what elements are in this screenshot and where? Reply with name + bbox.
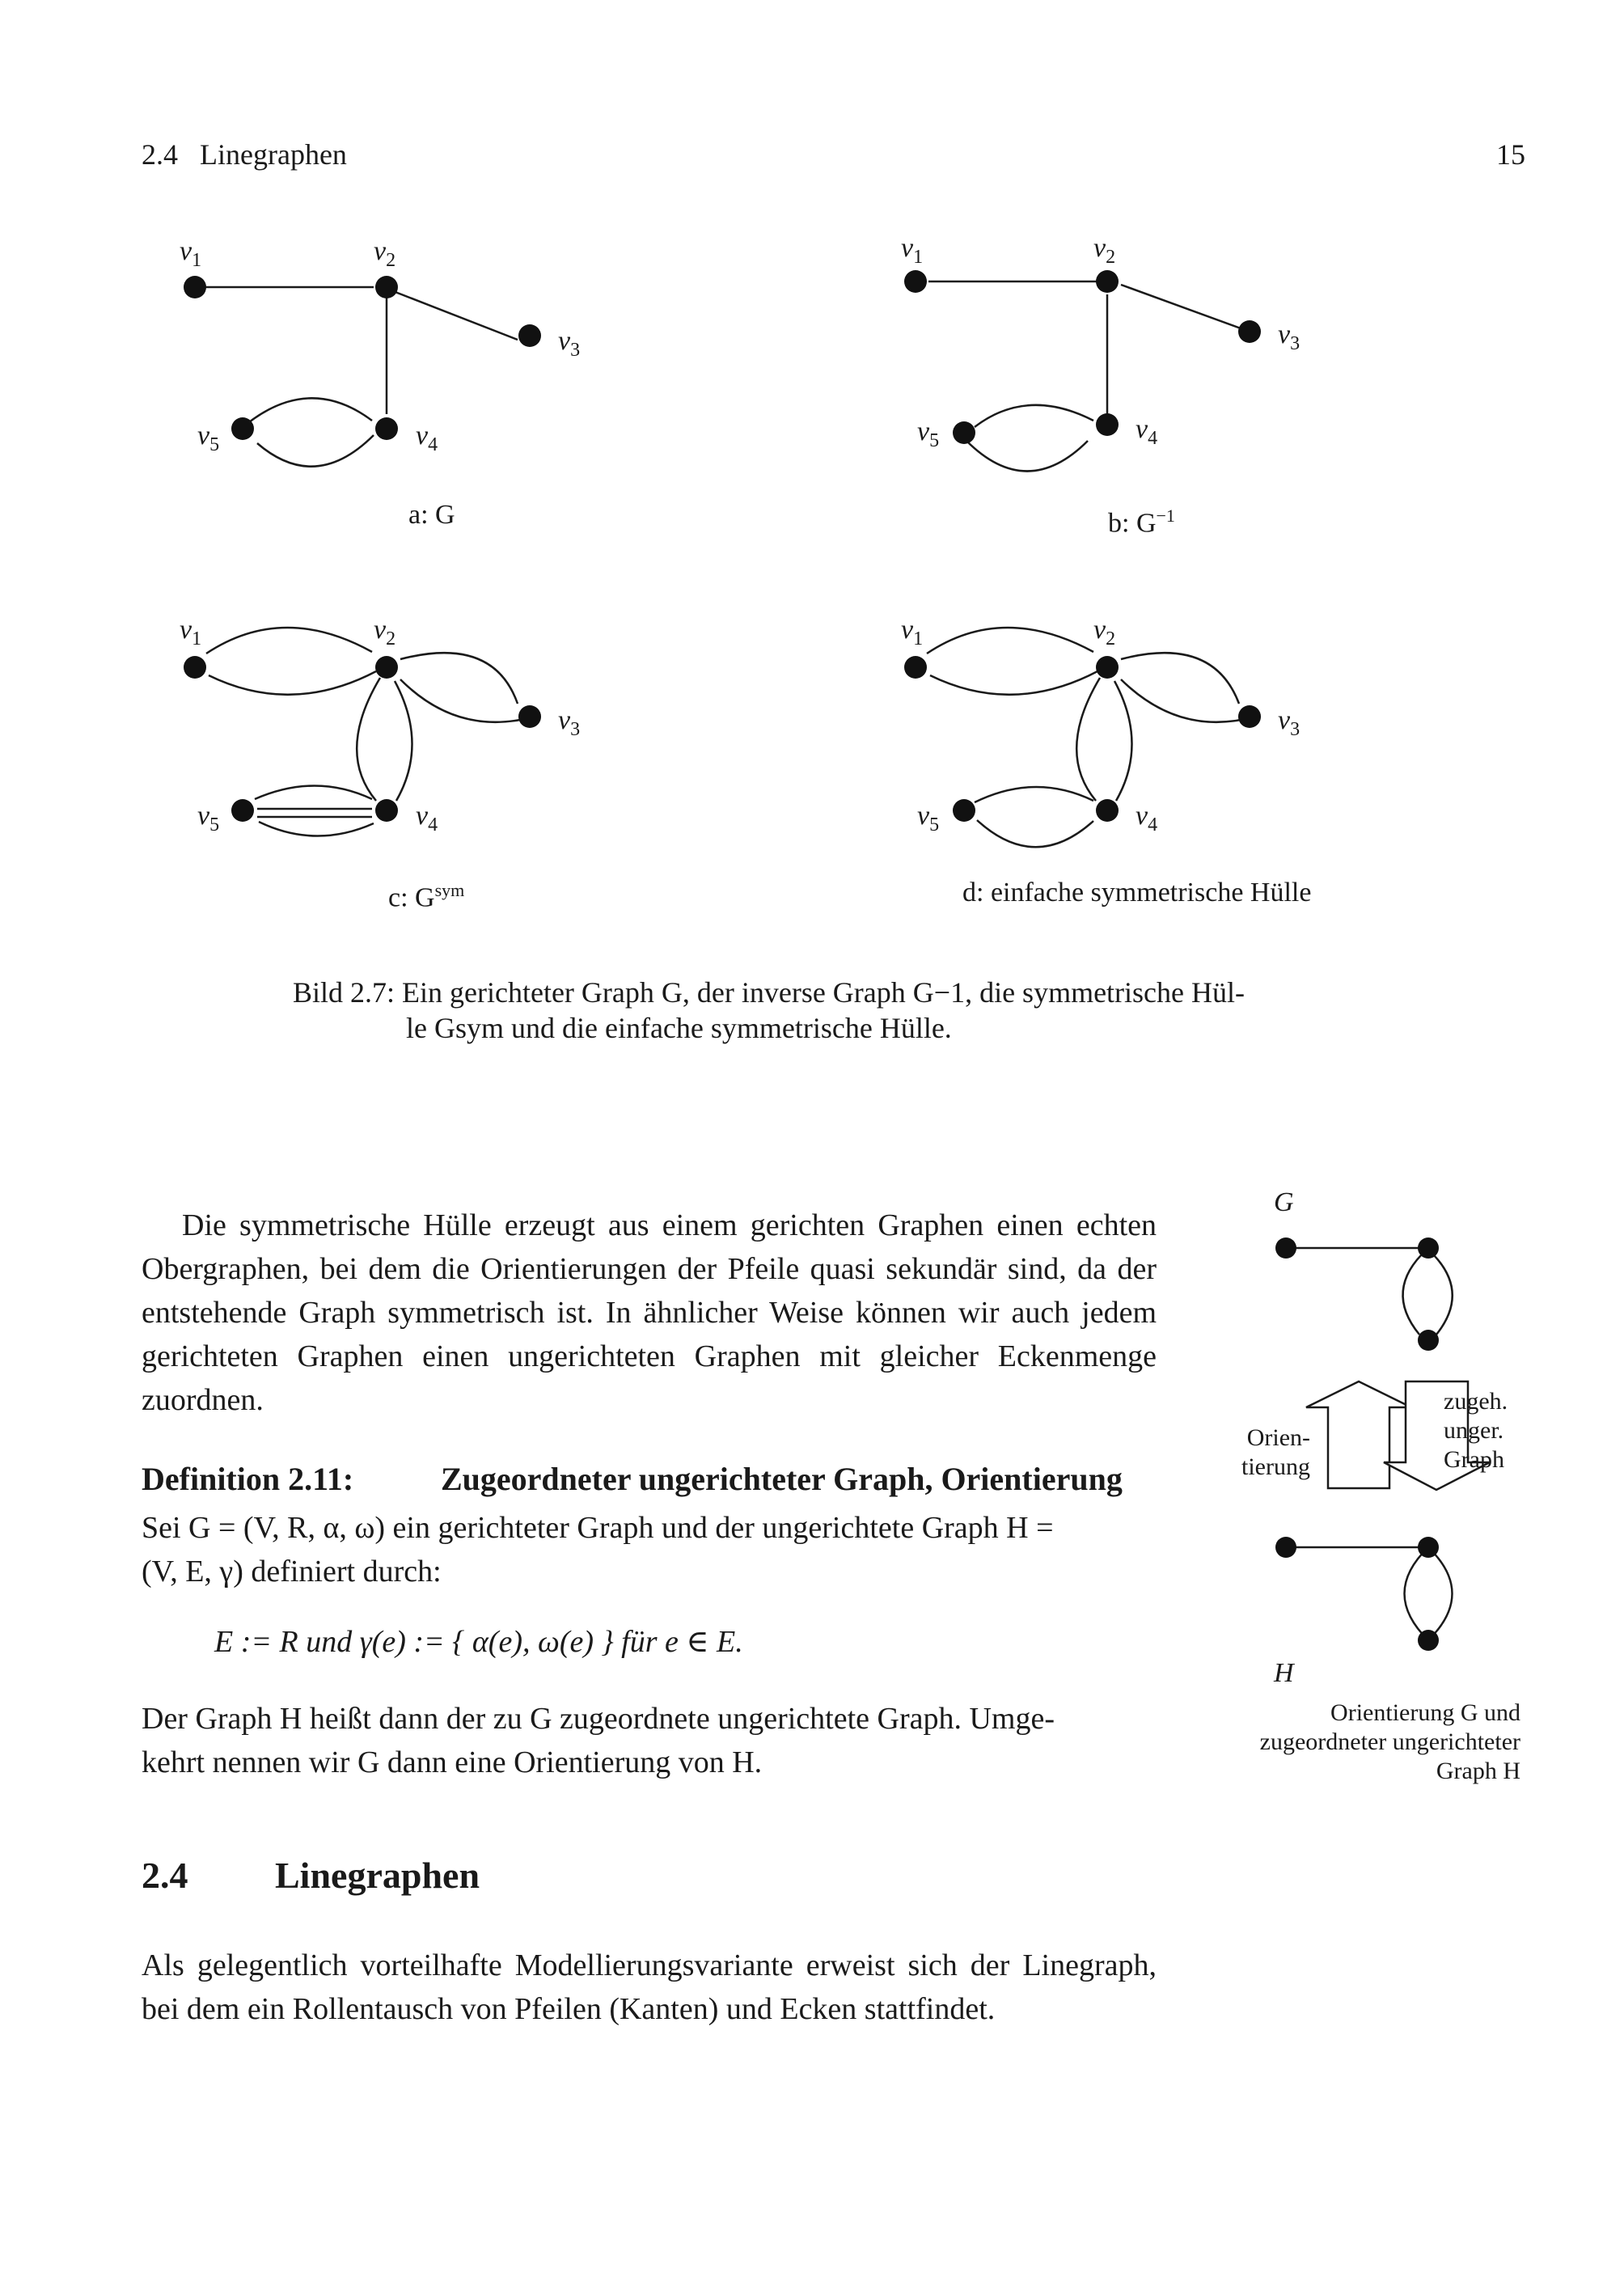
vertex-a-v5 xyxy=(231,417,254,440)
edge-b-v3-v2 xyxy=(1121,285,1250,332)
label-a-v4: $v_4$ xyxy=(416,421,438,455)
edge-c-v4-v2 xyxy=(395,681,412,801)
vertex-b-v5 xyxy=(953,421,975,444)
sidebar-right-arrow-label xyxy=(1444,1387,1508,1474)
edge-c-v5-v4-outer xyxy=(255,786,372,800)
caption-label: Bild 2.7: xyxy=(293,976,395,1009)
sidebar-g-vertex-3 xyxy=(1418,1330,1439,1351)
label-c-v2: $v_2$ xyxy=(374,615,396,649)
label-a-v5: $v_5$ xyxy=(197,421,220,455)
vertex-c-v4 xyxy=(375,799,398,822)
label-b-v1: $v_1$ xyxy=(901,233,924,268)
label-c-v4: $v_4$ xyxy=(416,801,438,836)
paragraph-1: Die symmetrische Hülle erzeugt aus einem gerichten Graphen einen echten Obergraphen, bei dem die Orientierungen der Pfeile quasi sekundär sind, da der entstehende Graph symmetrisch ist. In ähnlicher Weise können wir auch jedem gerichteten Graphen einen ungerichteten Graphen mit gleicher Eckenmenge zuordnen. xyxy=(142,1208,1157,1417)
paragraph-2-line-1: Der Graph H heißt dann der zu G zugeordnete ungerichtete Graph. Umge- xyxy=(142,1702,1055,1736)
sidebar-h-edge-3 xyxy=(1405,1547,1429,1640)
edge-d-v2-v4 xyxy=(1076,678,1100,801)
page-number: 15 xyxy=(1496,138,1525,171)
vertex-a-v1 xyxy=(184,276,206,298)
label-d-v4: $v_4$ xyxy=(1136,801,1158,836)
definition-line-2: (V, E, γ) definiert durch: xyxy=(142,1555,442,1589)
left-arrow-label-line-1: Orien- xyxy=(1246,1424,1310,1451)
sidebar-label-h: H xyxy=(1274,1658,1294,1688)
vertex-c-v3 xyxy=(518,705,541,728)
label-a-v2: $v_2$ xyxy=(374,236,396,271)
definition-line-1: Sei G = (V, R, α, ω) ein gerichteter Graph und der ungerichtete Graph H = xyxy=(142,1511,1054,1545)
graph-panel-c xyxy=(184,628,541,836)
paragraph-2-line-2: kehrt nennen wir G dann eine Orientierung von H. xyxy=(142,1745,763,1779)
label-b-v4: $v_4$ xyxy=(1136,414,1158,449)
vertex-c-v5 xyxy=(231,799,254,822)
edge-d-v3-v2 xyxy=(1121,679,1241,722)
panel-b-label: b: $G^{-1}$ xyxy=(1108,506,1175,539)
label-d-v2: $v_2$ xyxy=(1093,615,1116,649)
edge-c-v1-v2 xyxy=(206,628,372,654)
label-c-v3: $v_3$ xyxy=(558,705,581,740)
header-section-number: 2.4 xyxy=(142,138,178,171)
vertex-c-v2 xyxy=(375,656,398,679)
paragraph-3: Als gelegentlich vorteilhafte Modellierungsvariante erweist sich der Linegraph, bei dem ein Rollentausch von Pfeilen (Kanten) und Ecken stattfindet. xyxy=(142,1948,1157,2026)
sidebar-caption-line-1: Orientierung G und xyxy=(1330,1699,1520,1726)
edge-d-v2-v1 xyxy=(930,671,1097,695)
edge-d-v1-v2 xyxy=(927,628,1093,654)
edge-d-v5-v4 xyxy=(975,787,1093,802)
left-arrow-label-line-2: tierung xyxy=(1241,1453,1310,1480)
label-b-v2: $v_2$ xyxy=(1093,233,1116,268)
sidebar-caption xyxy=(1197,1699,1520,1786)
label-c-v1: $v_1$ xyxy=(180,615,202,649)
graph-panel-a xyxy=(184,276,541,467)
caption-line-1: Ein gerichteter Graph G, der inverse Graph G−1, die symmetrische Hül- xyxy=(402,976,1245,1009)
edge-d-v4-v5 xyxy=(977,820,1093,847)
edge-c-v3-v2 xyxy=(400,679,520,722)
vertex-c-v1 xyxy=(184,656,206,679)
vertex-b-v3 xyxy=(1238,320,1261,343)
label-d-v3: $v_3$ xyxy=(1278,705,1300,740)
header-section-title: Linegraphen xyxy=(200,138,347,171)
definition-number: Definition 2.11: xyxy=(142,1461,354,1497)
vertex-a-v4 xyxy=(375,417,398,440)
paragraph-2 xyxy=(142,1697,1161,1784)
panel-a-label: a: G xyxy=(408,500,455,530)
edge-c-v2-v4 xyxy=(357,678,380,801)
vertex-d-v3 xyxy=(1238,705,1261,728)
section-title: Linegraphen xyxy=(275,1855,480,1896)
sidebar-h-vertex-1 xyxy=(1275,1537,1296,1558)
right-arrow-label-line-3: Graph xyxy=(1444,1446,1504,1473)
vertex-d-v5 xyxy=(953,799,975,822)
vertex-b-v4 xyxy=(1096,413,1119,436)
graph-panel-b xyxy=(904,270,1261,472)
sidebar-caption-line-3: Graph H xyxy=(1436,1758,1520,1784)
edge-a-v5-v4 xyxy=(241,398,372,429)
caption-line-2: le Gsym und die einfache symmetrische Hülle. xyxy=(406,1012,952,1044)
panel-d-label: d: einfache symmetrische Hülle xyxy=(962,878,1312,907)
edge-c-v4-v5-outer xyxy=(259,822,374,836)
label-b-v3: $v_3$ xyxy=(1278,319,1300,354)
edge-d-v4-v2 xyxy=(1114,681,1132,801)
sidebar-g-vertex-1 xyxy=(1275,1237,1296,1259)
sidebar-g-edge-2 xyxy=(1428,1250,1453,1335)
sidebar-g-edge-3 xyxy=(1403,1250,1427,1335)
sidebar-h-edge-2 xyxy=(1428,1547,1453,1640)
label-d-v1: $v_1$ xyxy=(901,615,924,649)
vertex-d-v4 xyxy=(1096,799,1119,822)
sidebar-caption-line-2: zugeordneter ungerichteter xyxy=(1259,1728,1520,1755)
label-a-v1: $v_1$ xyxy=(180,236,202,271)
graph-panel-d xyxy=(904,628,1261,847)
edge-a-v4-v5 xyxy=(257,435,374,467)
section-number: 2.4 xyxy=(142,1855,188,1896)
sidebar-h-vertex-2 xyxy=(1418,1537,1439,1558)
panel-c-label: c: $G^{sym}$ xyxy=(388,880,465,913)
vertex-b-v1 xyxy=(904,270,927,293)
vertex-d-v2 xyxy=(1096,656,1119,679)
right-arrow-label-line-2: unger. xyxy=(1444,1417,1504,1444)
vertex-a-v2 xyxy=(375,276,398,298)
label-d-v5: $v_5$ xyxy=(917,801,940,836)
edge-b-v5-v4 xyxy=(966,441,1088,472)
definition-title: Zugeordneter ungerichteter Graph, Orientierung xyxy=(441,1461,1123,1497)
vertex-d-v1 xyxy=(904,656,927,679)
sidebar-left-arrow-label xyxy=(1229,1424,1310,1482)
label-c-v5: $v_5$ xyxy=(197,801,220,836)
label-b-v5: $v_5$ xyxy=(917,417,940,451)
label-a-v3: $v_3$ xyxy=(558,326,581,361)
sidebar-h-vertex-3 xyxy=(1418,1630,1439,1651)
right-arrow-label-line-1: zugeh. xyxy=(1444,1388,1508,1415)
figure-caption xyxy=(293,975,1304,1046)
sidebar-g-vertex-2 xyxy=(1418,1237,1439,1259)
edge-c-v2-v1 xyxy=(209,671,376,695)
figure-graphs xyxy=(0,0,1624,930)
definition-formula: E := R und γ(e) := { α(e), ω(e) } für e ∈ E. xyxy=(214,1625,743,1659)
orientation-up-arrow xyxy=(1306,1381,1411,1488)
edge-a-v2-v3 xyxy=(389,290,518,340)
edge-b-v4-v5 xyxy=(975,405,1093,427)
vertex-a-v3 xyxy=(518,324,541,347)
sidebar-label-g: G xyxy=(1274,1187,1294,1217)
vertex-b-v2 xyxy=(1096,270,1119,293)
definition-body xyxy=(142,1506,1161,1593)
